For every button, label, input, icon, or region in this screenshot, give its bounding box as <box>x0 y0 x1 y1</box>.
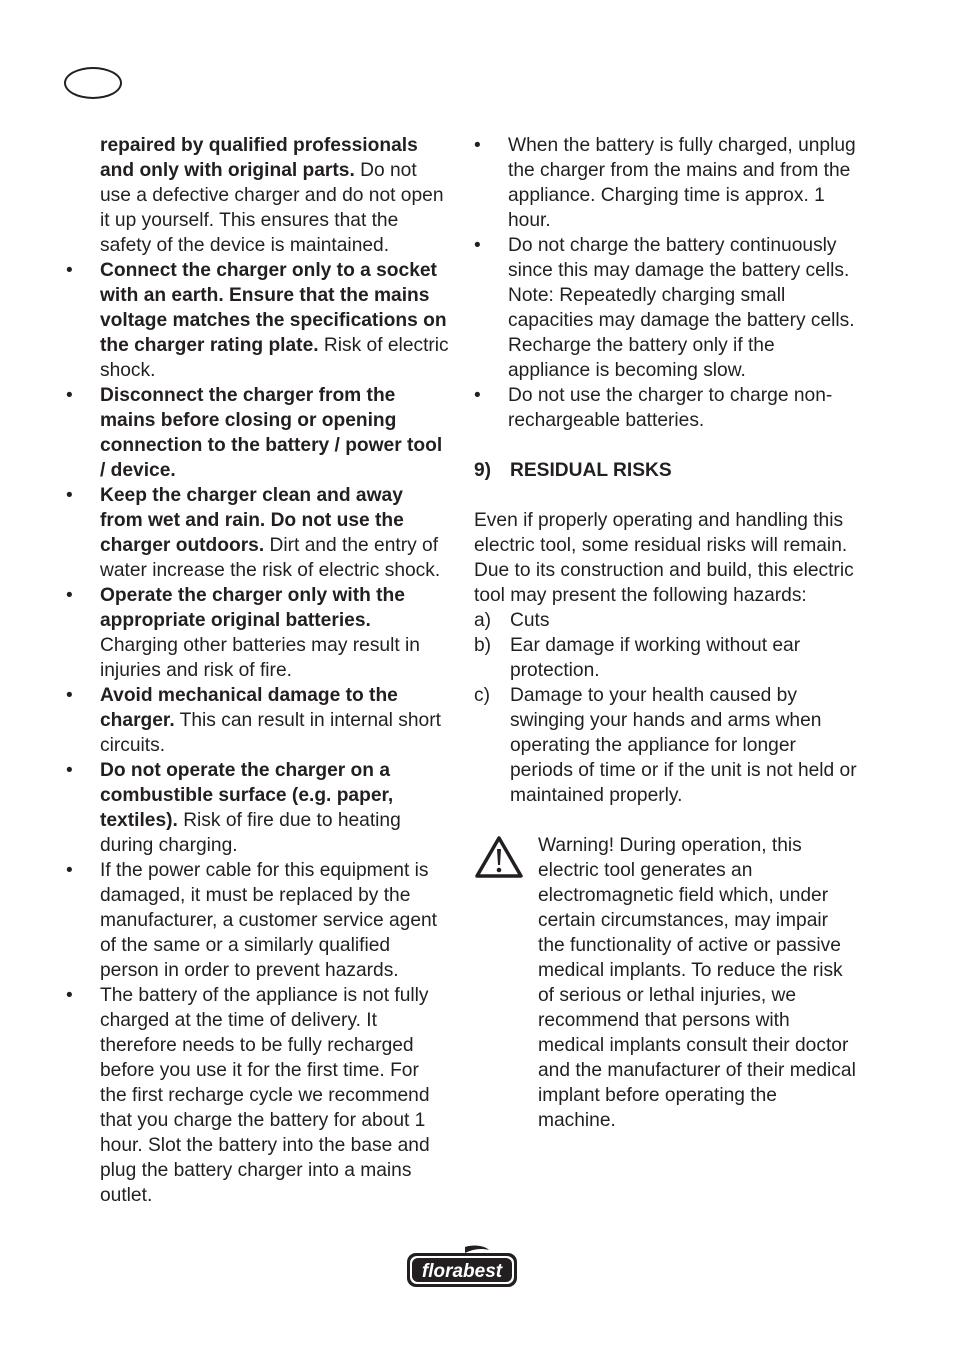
hazard-item <box>474 683 858 808</box>
list-item-text: Risk of electric shock. <box>100 335 449 381</box>
bullet-icon: • <box>66 985 73 1006</box>
bullet-icon: • <box>66 685 73 706</box>
bullet-icon: • <box>474 135 481 156</box>
list-item-bold: Do not operate the charger on a combustible surface (e.g. paper, textiles). <box>100 760 394 831</box>
left-column <box>66 133 450 1208</box>
list-item <box>66 858 450 983</box>
hazard-letter: c) <box>474 685 490 706</box>
bullet-icon: • <box>474 235 481 256</box>
list-item-bold: Connect the charger only to a socket with an earth. Ensure that the mains voltage matches the specifications on the charger rating plate. <box>100 260 447 356</box>
hazard-letter: b) <box>474 635 492 656</box>
hazard-letter: a) <box>474 610 492 631</box>
list-item-text: The battery of the appliance is not fully charged at the time of delivery. It therefore needs to be fully recharged before you use it for the first time. For the first recharge cycle we recommend that you charge the battery for about 1 hour. Slot the battery into the base and plug the battery charger into a mains outlet. <box>100 985 430 1206</box>
list-item <box>474 133 858 233</box>
list-item <box>474 233 858 383</box>
continuation-paragraph <box>66 133 450 258</box>
hazard-item <box>474 608 858 633</box>
list-item-text: Dirt and the entry of water increase the risk of electric shock. <box>100 535 441 581</box>
language-badge <box>64 67 122 99</box>
bullet-icon: • <box>66 760 73 781</box>
list-item-text: Risk of fire due to heating during charging. <box>100 810 401 856</box>
hazard-text: Cuts <box>510 610 550 631</box>
bullet-icon: • <box>66 585 73 606</box>
list-item-bold: Avoid mechanical damage to the charger. <box>100 685 398 731</box>
florabest-logo <box>405 1244 519 1290</box>
section-number: 9) <box>474 460 492 481</box>
list-item-text: This can result in internal short circuits. <box>100 710 441 756</box>
list-item <box>66 758 450 858</box>
warning-triangle-icon <box>474 835 524 879</box>
hazard-text: Ear damage if working without ear protection. <box>510 635 801 681</box>
list-item <box>66 383 450 483</box>
list-item <box>66 258 450 383</box>
list-item-text: Do not charge the battery continuously since this may damage the battery cells. Note: Repeatedly charging small capacities may damage the battery cells. Recharge the battery only if the appliance is becoming slow. <box>508 235 855 381</box>
list-item-text: When the battery is fully charged, unplug the charger from the mains and from the appliance. Charging time is approx. 1 hour. <box>508 135 856 231</box>
continuation-bold: repaired by qualified professionals and only with original parts. <box>100 135 418 181</box>
hazard-text: Damage to your health caused by swinging your hands and arms when operating the appliance for longer periods of time or if the unit is not held or maintained properly. <box>510 685 857 806</box>
bullet-icon: • <box>66 860 73 881</box>
list-item-text: Charging other batteries may result in injuries and risk of fire. <box>100 635 420 681</box>
list-item-text: If the power cable for this equipment is damaged, it must be replaced by the manufacturer, a customer service agent of the same or a similarly qualified person in order to prevent hazards. <box>100 860 438 981</box>
list-item <box>66 983 450 1208</box>
list-item-bold: Keep the charger clean and away from wet and rain. Do not use the charger outdoors. <box>100 485 404 556</box>
section-title: RESIDUAL RISKS <box>510 460 672 481</box>
bullet-icon: • <box>66 260 73 281</box>
logo-text: florabest <box>421 1261 503 1282</box>
bullet-icon: • <box>66 385 73 406</box>
list-item-text: Do not use the charger to charge non-rechargeable batteries. <box>508 385 833 431</box>
bullet-icon: • <box>66 485 73 506</box>
bullet-icon: • <box>474 385 481 406</box>
list-item-bold: Disconnect the charger from the mains before closing or opening connection to the battery / power tool / device. <box>100 385 443 481</box>
warning-block <box>474 833 858 1133</box>
list-item <box>474 383 858 433</box>
list-item-bold: Operate the charger only with the appropriate original batteries. <box>100 585 405 631</box>
list-item <box>66 683 450 758</box>
warning-text: Warning! During operation, this electric tool generates an electromagnetic field which, under certain circumstances, may impair the functionality of active or passive medical implants. To reduce the risk of serious or lethal injuries, we recommend that persons with medical implants consult their doctor and the manufacturer of their medical implant before operating the machine. <box>538 835 856 1131</box>
hazard-item <box>474 633 858 683</box>
right-column <box>474 133 858 1133</box>
continuation-text: Do not use a defective charger and do not open it up yourself. This ensures that the safety of the device is maintained. <box>100 160 444 256</box>
list-item <box>66 483 450 583</box>
section-heading <box>474 458 858 483</box>
intro-paragraph: Even if properly operating and handling this electric tool, some residual risks will remain. Due to its construction and build, this electric tool may present the following hazards: <box>474 510 854 606</box>
list-item <box>66 583 450 683</box>
